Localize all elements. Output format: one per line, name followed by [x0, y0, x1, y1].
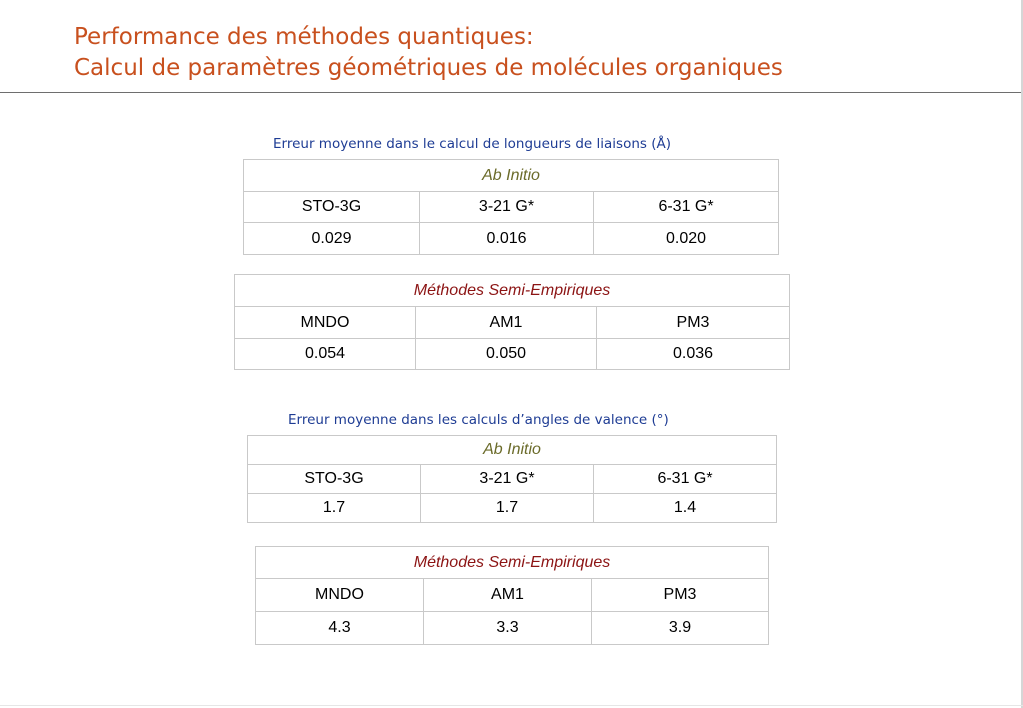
slide-bottom-edge	[0, 705, 1023, 706]
method-cell: STO-3G	[248, 465, 421, 494]
value-cell: 0.050	[416, 339, 597, 370]
slide-title-line-1: Performance des méthodes quantiques:	[74, 24, 534, 50]
valence-angle-caption: Erreur moyenne dans les calculs d’angles de valence (°)	[288, 412, 669, 428]
method-cell: STO-3G	[244, 192, 420, 223]
bond-ab-initio-header: Ab Initio	[244, 160, 779, 192]
value-cell: 1.7	[248, 494, 421, 523]
value-cell: 3.3	[424, 612, 592, 645]
slide-title	[74, 22, 783, 84]
method-cell: MNDO	[235, 307, 416, 339]
value-cell: 1.4	[594, 494, 777, 523]
method-cell: AM1	[424, 579, 592, 612]
method-cell: PM3	[597, 307, 790, 339]
bond-ab-initio-table	[243, 159, 779, 255]
angle-semi-empirical-table	[255, 546, 769, 645]
title-divider	[0, 92, 1021, 93]
angle-ab-initio-table	[247, 435, 777, 523]
value-cell: 3.9	[592, 612, 769, 645]
bond-semi-empirical-table	[234, 274, 790, 370]
method-cell: 6-31 G*	[594, 465, 777, 494]
value-cell: 1.7	[421, 494, 594, 523]
value-cell: 0.036	[597, 339, 790, 370]
value-cell: 0.020	[594, 223, 779, 255]
value-cell: 4.3	[256, 612, 424, 645]
value-cell: 0.054	[235, 339, 416, 370]
method-cell: AM1	[416, 307, 597, 339]
angle-ab-initio-header: Ab Initio	[248, 436, 777, 465]
value-cell: 0.029	[244, 223, 420, 255]
slide-title-line-2: Calcul de paramètres géométriques de molécules organiques	[74, 55, 783, 81]
method-cell: 3-21 G*	[420, 192, 594, 223]
method-cell: MNDO	[256, 579, 424, 612]
method-cell: PM3	[592, 579, 769, 612]
bond-length-caption: Erreur moyenne dans le calcul de longueurs de liaisons (Å)	[273, 136, 671, 152]
value-cell: 0.016	[420, 223, 594, 255]
method-cell: 6-31 G*	[594, 192, 779, 223]
angle-semi-empirical-header: Méthodes Semi-Empiriques	[256, 547, 769, 579]
method-cell: 3-21 G*	[421, 465, 594, 494]
bond-semi-empirical-header: Méthodes Semi-Empiriques	[235, 275, 790, 307]
